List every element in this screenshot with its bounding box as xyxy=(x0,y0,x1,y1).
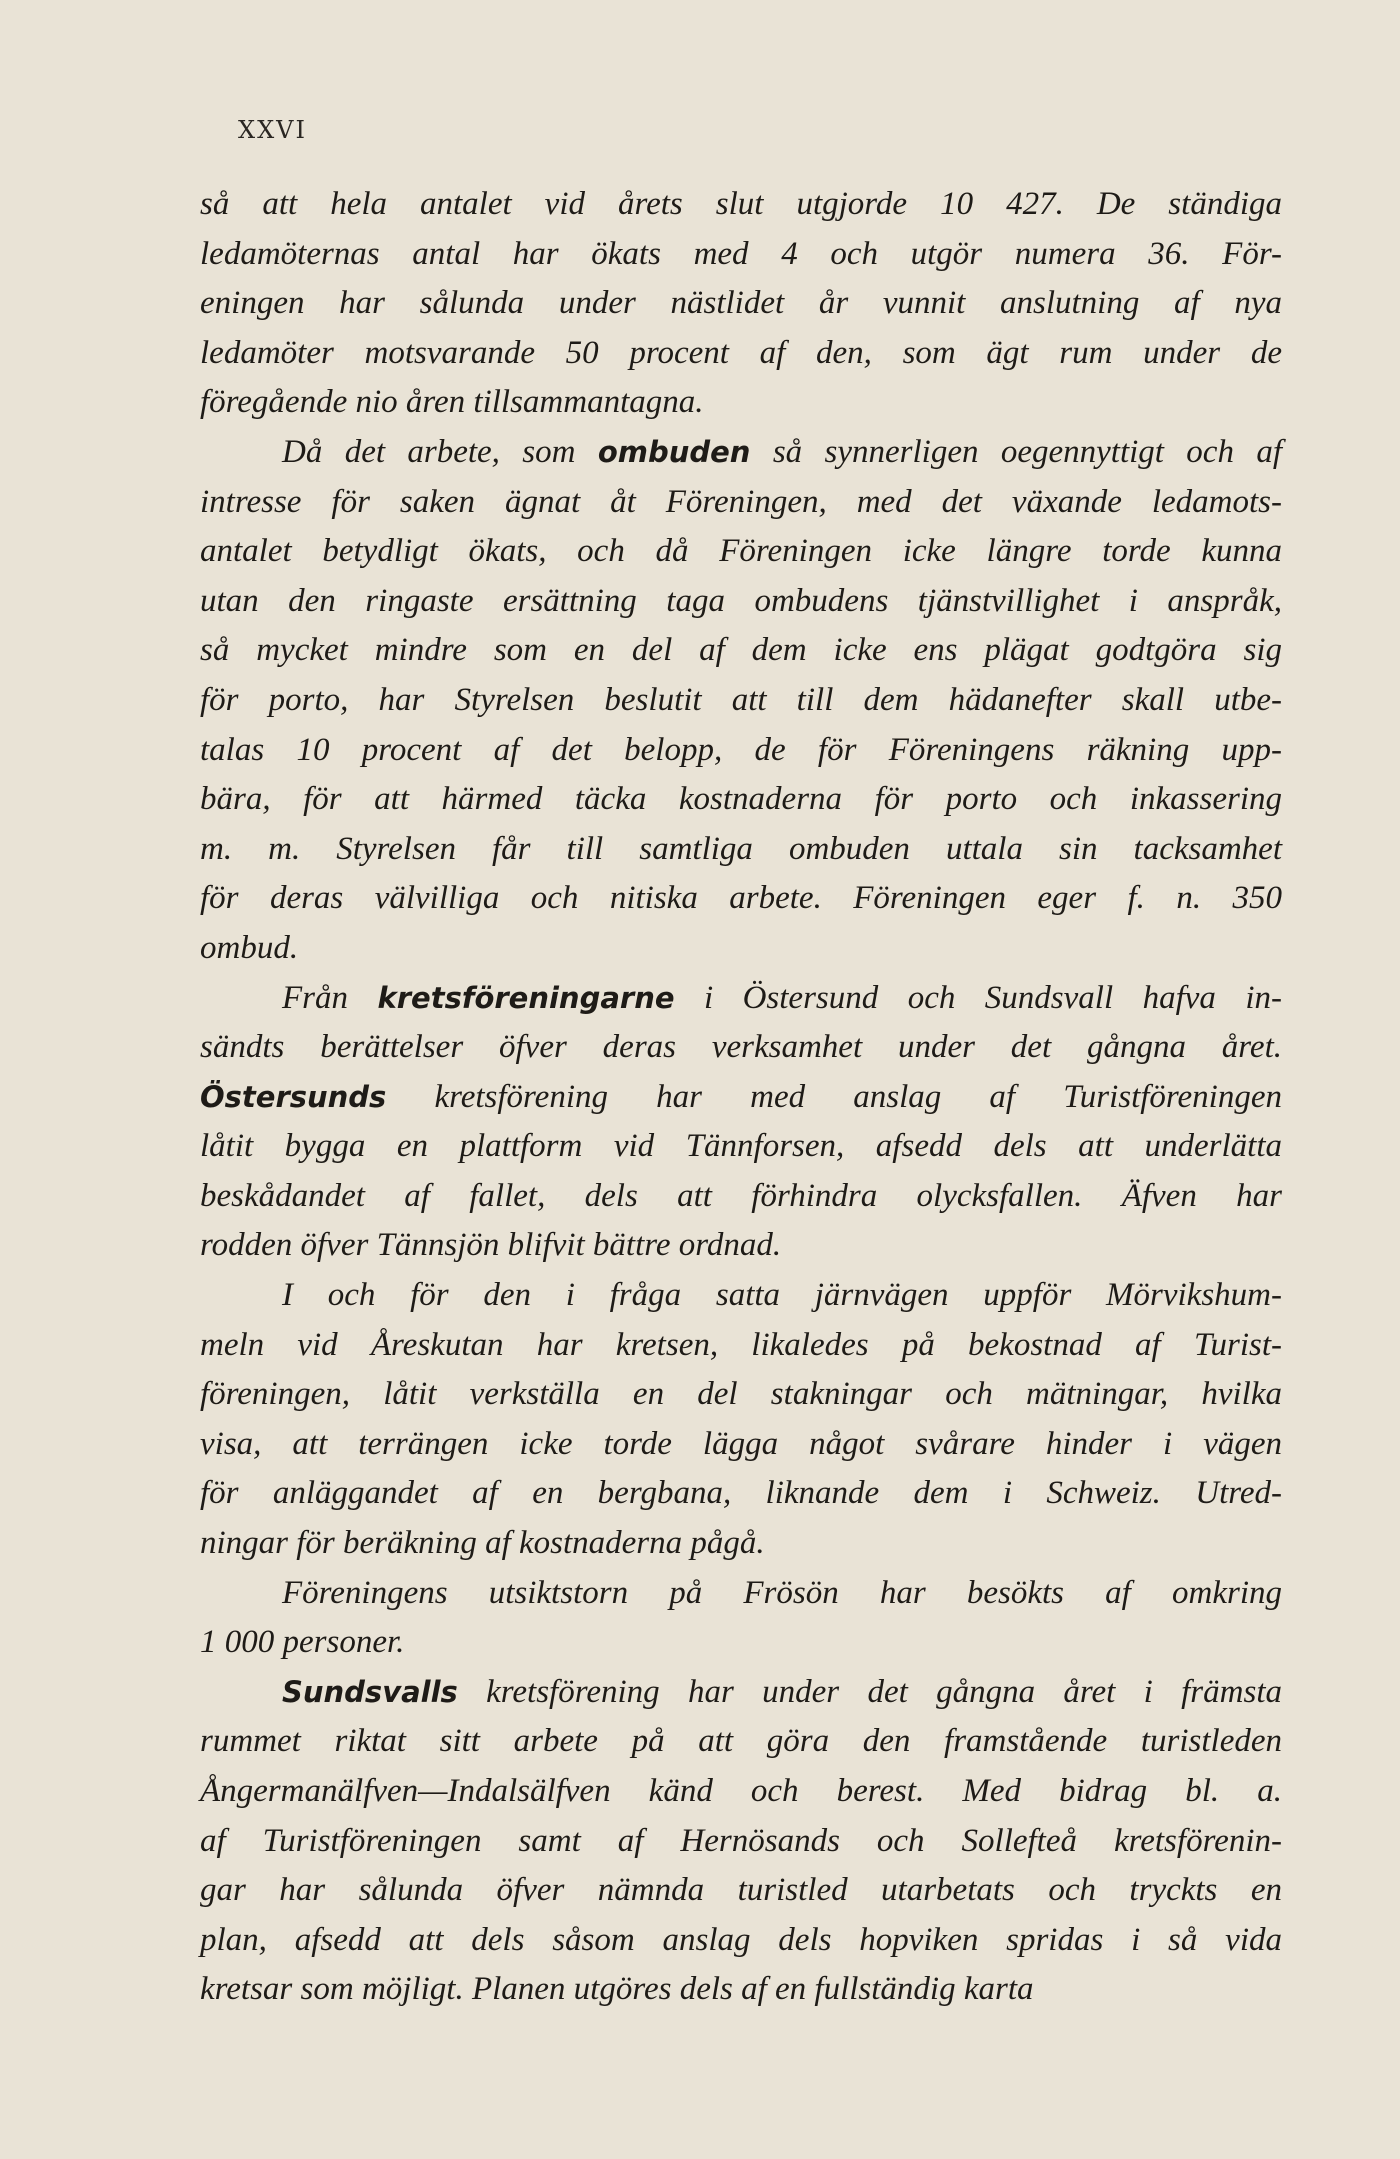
text-line: för deras välvilliga och nitiska arbete. Föreningen eger f. n. 350 xyxy=(200,880,1282,917)
text-line: gar har sålunda öfver nämnda turistled utarbetats och tryckts en xyxy=(200,1872,1282,1909)
line-text: i Östersund och Sundsvall hafva in- xyxy=(674,979,1282,1016)
paragraph xyxy=(200,428,1282,974)
text-line xyxy=(200,1668,1282,1718)
text-line: sändts berättelser öfver deras verksamhet under det gångna året. xyxy=(200,1029,1282,1066)
paragraph xyxy=(200,180,1282,428)
text-line: m. m. Styrelsen får till samtliga ombuden uttala sin tacksamhet xyxy=(200,830,1282,867)
text-line: för anläggandet af en bergbana, liknande dem i Schweiz. Utred- xyxy=(200,1475,1282,1512)
text-line: kretsar som möjligt. Planen utgöres dels af en fullständig karta xyxy=(200,1971,1034,2008)
emphasized-term: Östersunds xyxy=(200,1079,387,1114)
emphasized-term: ombuden xyxy=(597,434,751,469)
text-line: ningar för beräkning af kostnaderna pågå. xyxy=(200,1525,765,1562)
text-line: 1 000 personer. xyxy=(200,1624,405,1661)
text-line: meln vid Åreskutan har kretsen, likaledes på bekostnad af Turist- xyxy=(200,1326,1282,1363)
text-line xyxy=(200,1073,1282,1123)
text-line: talas 10 procent af det belopp, de för Föreningens räkning upp- xyxy=(200,731,1282,768)
text-line: antalet betydligt ökats, och då Föreningen icke längre torde kunna xyxy=(200,533,1282,570)
paragraph xyxy=(200,1271,1282,1569)
text-line xyxy=(200,428,1282,478)
text-line: af Turistföreningen samt af Hernösands och Sollefteå kretsförenin- xyxy=(200,1822,1282,1859)
text-line: föreningen, låtit verkställa en del stakningar och mätningar, hvilka xyxy=(200,1376,1282,1413)
text-line: ledamöter motsvarande 50 procent af den, som ägt rum under de xyxy=(200,334,1282,371)
text-line: ombud. xyxy=(200,929,299,966)
line-text: så synnerligen oegennyttigt och af xyxy=(750,433,1282,470)
text-line: ledamöternas antal har ökats med 4 och utgör numera 36. För- xyxy=(200,235,1282,272)
text-line: Föreningens utsiktstorn på Frösön har besökts af omkring xyxy=(282,1574,1282,1611)
text-line: eningen har sålunda under nästlidet år vunnit anslutning af nya xyxy=(200,285,1282,322)
text-line: plan, afsedd att dels såsom anslag dels hopviken spridas i så vida xyxy=(200,1921,1282,1958)
text-line: föregående nio åren tillsammantagna. xyxy=(200,384,704,421)
text-line: rodden öfver Tännsjön blifvit bättre ordnad. xyxy=(200,1227,782,1264)
page-number: XXVI xyxy=(238,116,307,144)
text-line: låtit bygga en plattform vid Tännforsen, afsedd dels att underlätta xyxy=(200,1128,1282,1165)
text-line xyxy=(200,974,1282,1024)
text-line: visa, att terrängen icke torde lägga något svårare hinder i vägen xyxy=(200,1425,1282,1462)
paragraph xyxy=(200,1668,1282,2015)
body-text xyxy=(200,180,1282,2015)
text-line: utan den ringaste ersättning taga ombudens tjänstvillighet i anspråk, xyxy=(200,582,1282,619)
text-line: Ångermanälfven—Indalsälfven känd och berest. Med bidrag bl. a. xyxy=(200,1773,1282,1809)
text-line: för porto, har Styrelsen beslutit att till dem hädanefter skall utbe- xyxy=(200,681,1282,718)
emphasized-term: Sundsvalls xyxy=(282,1674,458,1709)
text-line: I och för den i fråga satta järnvägen uppför Mörvikshum- xyxy=(282,1277,1282,1314)
emphasized-term: kretsföreningarne xyxy=(377,980,675,1015)
text-line: intresse för saken ägnat åt Föreningen, med det växande ledamots- xyxy=(200,483,1282,520)
line-text: kretsförening har med anslag af Turistföreningen xyxy=(386,1078,1282,1115)
line-text: kretsförening har under det gångna året i främsta xyxy=(457,1673,1282,1710)
line-text: Då det arbete, som xyxy=(282,433,598,470)
text-line: bära, för att härmed täcka kostnaderna för porto och inkassering xyxy=(200,781,1282,818)
text-line: rummet riktat sitt arbete på att göra den framstående turistleden xyxy=(200,1723,1282,1760)
text-line: så mycket mindre som en del af dem icke ens plägat godtgöra sig xyxy=(200,632,1282,669)
paragraph xyxy=(200,1569,1282,1668)
line-text: Från xyxy=(282,979,378,1016)
paragraph xyxy=(200,974,1282,1272)
text-line: beskådandet af fallet, dels att förhindra olycksfallen. Äfven har xyxy=(200,1177,1282,1214)
text-line: så att hela antalet vid årets slut utgjorde 10 427. De ständiga xyxy=(200,186,1282,222)
